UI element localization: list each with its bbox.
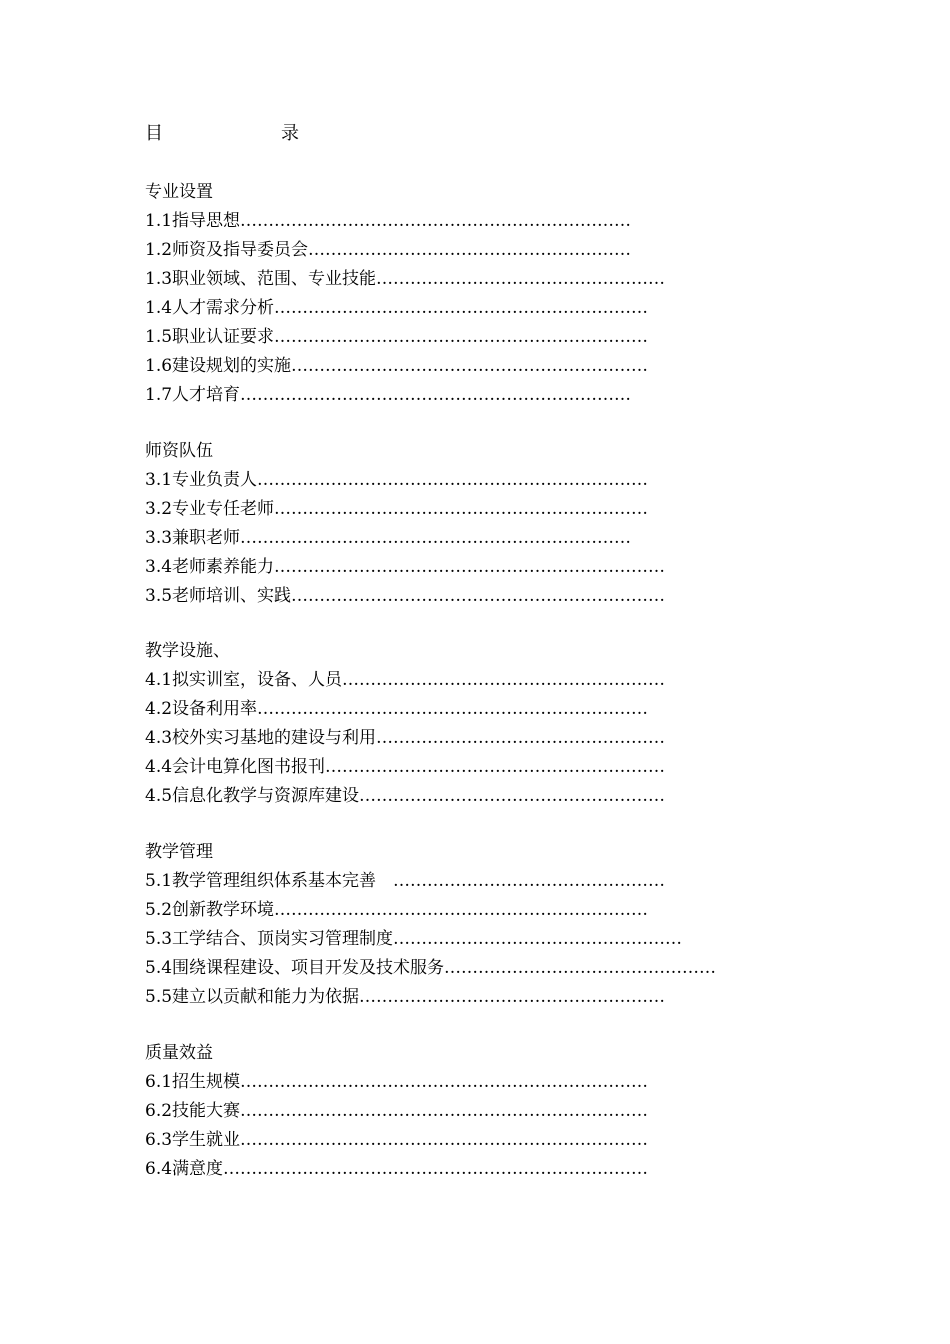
toc-entry-leader: …………………………………………… [393,929,683,949]
toc-title [145,122,299,146]
toc-section-heading: 教学管理 [145,842,213,862]
toc-entry-leader: ………………………………………………………………… [223,1159,649,1179]
toc-entry[interactable] [145,1097,648,1126]
toc-entry-leader: ………………………………………………… [342,670,666,690]
toc-entry-text: 3.4老师素养能力 [145,557,275,577]
toc-entry-text: 3.3兼职老师 [145,528,241,548]
toc-entry-leader: ……………………………………………………………… [240,1130,649,1150]
toc-entry-leader: ……………………………………………… [359,987,666,1007]
toc-entry[interactable] [145,867,716,896]
toc-entry-leader: ……………………………………………………… [291,356,649,376]
toc-entry-text: 1.7人才培育 [145,385,241,405]
toc-entry-leader: ………………………………………… [393,871,666,891]
toc-entry[interactable] [145,753,665,782]
toc-entry-text: 4.3校外实习基地的建设与利用 [145,728,377,748]
toc-entry[interactable] [145,466,665,495]
toc-entry-text: 4.1拟实训室，设备、人员 [145,670,343,690]
toc-entry[interactable] [145,954,716,983]
toc-entry-text: 1.4人才需求分析 [145,298,275,318]
toc-entry-text: 6.4满意度 [145,1159,224,1179]
toc-entry[interactable] [145,265,665,294]
toc-entry-text: 4.2设备利用率 [145,699,258,719]
toc-entry-text: 4.5信息化教学与资源库建设 [145,786,360,806]
toc-section [145,838,716,1012]
toc-entry[interactable] [145,323,665,352]
toc-entry-text: 3.2专业专任老师 [145,499,275,519]
toc-entry-leader: …………………………………………… [376,728,666,748]
toc-entry[interactable] [145,294,665,323]
toc-entry-leader: …………………………………………………………… [257,470,649,490]
toc-entry-leader: ………………………………………………………… [274,327,649,347]
toc-entry-leader: ……………………………………………………………… [240,1101,649,1121]
toc-title-right: 录 [281,123,299,144]
toc-entry-leader: …………………………………………… [376,269,666,289]
toc-entry-text: 3.5老师培训、实践 [145,586,292,606]
toc-entry[interactable] [145,1155,648,1184]
toc-section-heading: 教学设施、 [145,641,230,661]
toc-entry-text: 1.2师资及指导委员会 [145,240,309,260]
toc-entry[interactable] [145,666,665,695]
toc-entry-text: 5.3工学结合、顶岗实习管理制度 [145,929,394,949]
toc-entry-leader: …………………………………………………………… [240,385,632,405]
toc-section-heading: 专业设置 [145,182,213,202]
toc-entry-leader: ………………………………………………………… [274,298,649,318]
toc-entry[interactable] [145,553,665,582]
toc-entry-text: 3.1专业负责人 [145,470,258,490]
toc-entry-text: 1.6建设规划的实施 [145,356,292,376]
toc-entry[interactable] [145,236,665,265]
toc-entry[interactable] [145,695,665,724]
toc-title-left: 目 [145,123,163,144]
toc-section [145,1039,648,1184]
toc-entry-text: 5.2创新教学环境 [145,900,275,920]
toc-entry[interactable] [145,495,665,524]
toc-entry-leader: …………………………………………………… [325,757,666,777]
toc-entry-text: 5.5建立以贡献和能力为依据 [145,987,360,1007]
toc-entry-leader: …………………………………………………………… [240,211,632,231]
toc-entry-text: 5.1教学管理组织体系基本完善 [145,871,394,891]
toc-section [145,437,665,611]
toc-entry[interactable] [145,896,716,925]
toc-entry-text: 4.4会计电算化图书报刊 [145,757,326,777]
toc-section [145,178,665,410]
toc-entry-text: 1.5职业认证要求 [145,327,275,347]
toc-section [145,637,665,811]
toc-entry[interactable] [145,724,665,753]
toc-entry-leader: …………………………………………………………… [257,699,649,719]
toc-entry-leader: ………………………………………………………… [291,586,666,606]
toc-entry-text: 1.1指导思想 [145,211,241,231]
toc-entry[interactable] [145,381,665,410]
toc-entry-leader: ………………………………………… [444,958,717,978]
toc-entry[interactable] [145,352,665,381]
toc-entry-text: 6.1招生规模 [145,1072,241,1092]
toc-entry[interactable] [145,1068,648,1097]
toc-entry[interactable] [145,925,716,954]
toc-section-heading: 师资队伍 [145,441,213,461]
toc-entry-text: 6.2技能大赛 [145,1101,241,1121]
toc-entry[interactable] [145,1126,648,1155]
toc-entry[interactable] [145,207,665,236]
toc-section-heading: 质量效益 [145,1043,213,1063]
toc-entry-leader: …………………………………………………………… [274,557,666,577]
toc-entry-leader: ……………………………………………………………… [240,1072,649,1092]
toc-entry-leader: …………………………………………………………… [240,528,632,548]
toc-entry-leader: ……………………………………………… [359,786,666,806]
toc-entry-text: 1.3职业领域、范围、专业技能 [145,269,377,289]
toc-entry-leader: ………………………………………………………… [274,499,649,519]
toc-entry-text: 5.4围绕课程建设、项目开发及技术服务 [145,958,445,978]
toc-entry[interactable] [145,782,665,811]
toc-entry[interactable] [145,582,665,611]
toc-entry[interactable] [145,524,665,553]
toc-entry-leader: ………………………………………………… [308,240,632,260]
toc-entry[interactable] [145,983,716,1012]
toc-entry-text: 6.3学生就业 [145,1130,241,1150]
toc-entry-leader: ………………………………………………………… [274,900,649,920]
